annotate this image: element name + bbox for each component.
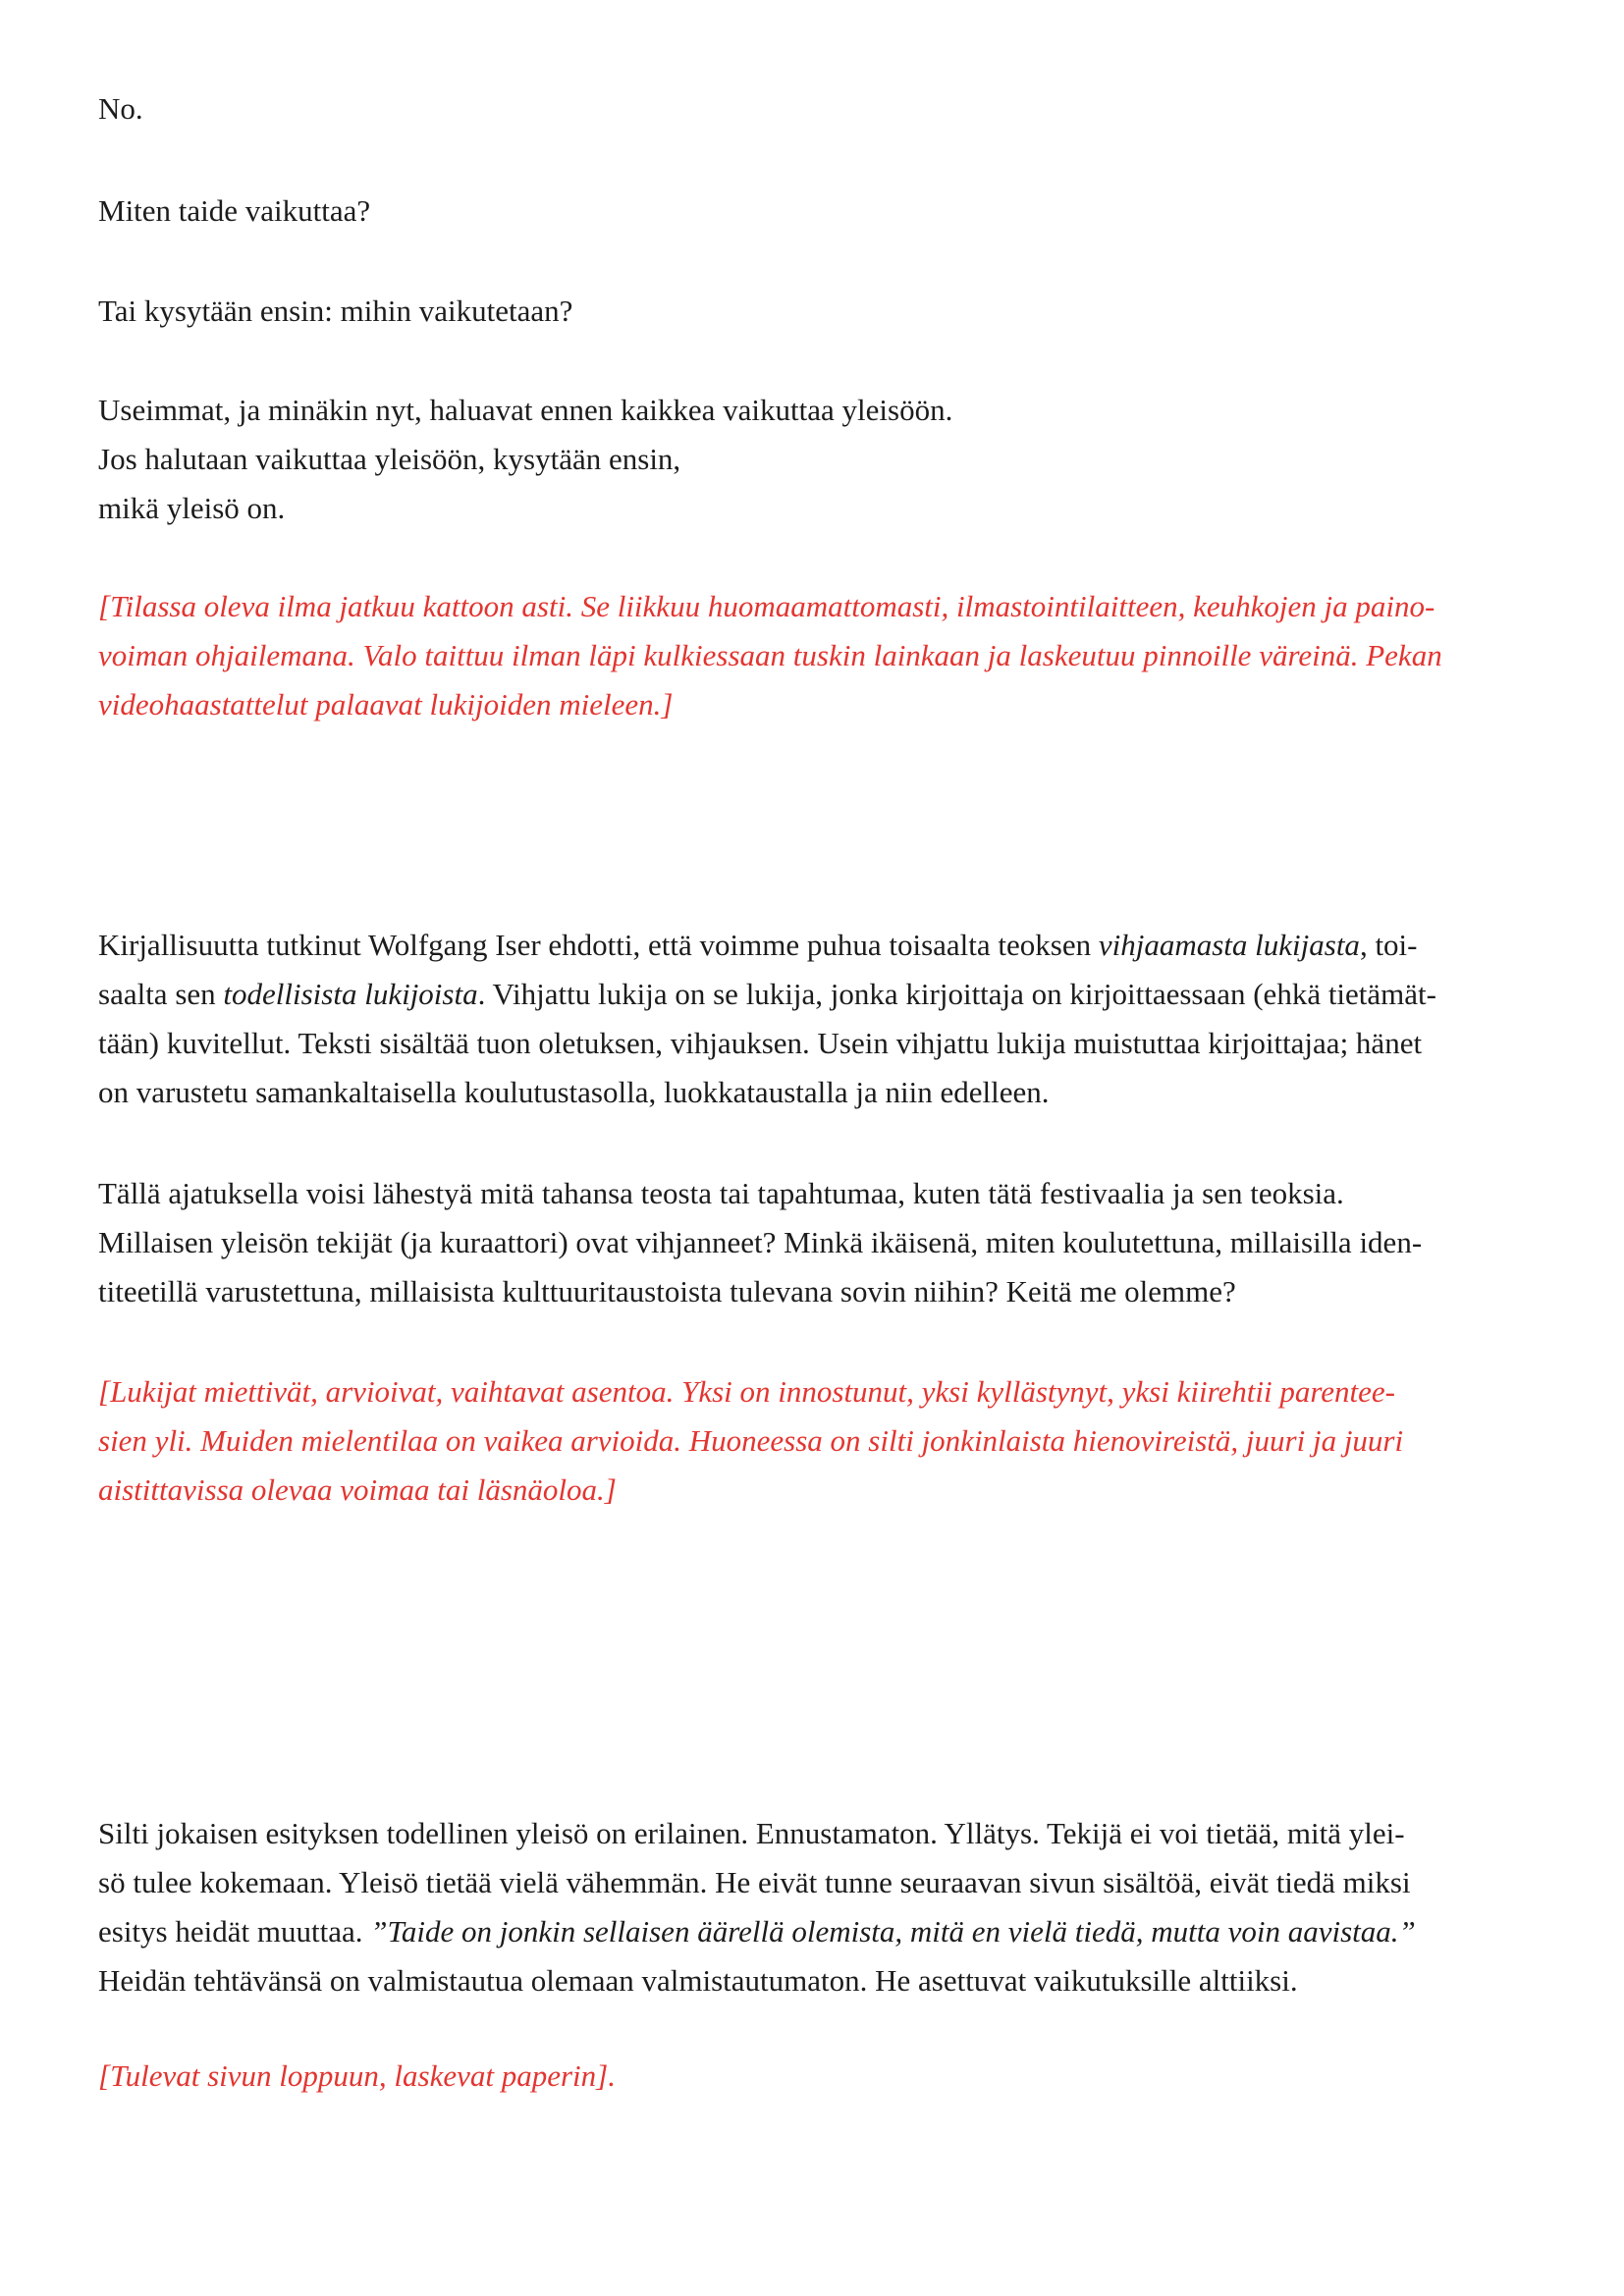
para-wanting-to-affect-audience [98, 386, 1542, 533]
text-segment: sien yli. Muiden mielentilaa on vaikea arvioida. Huoneessa on silti jonkinlaista hienovireistä, juuri ja juuri [98, 1423, 1404, 1458]
text-segment: mikä yleisö on. [98, 491, 286, 525]
text-segment: saalta sen [98, 977, 224, 1011]
emphasized-text: ”Taide on jonkin sellaisen äärellä olemista, mitä en vielä tiedä, mutta voin aavistaa.” [370, 1914, 1416, 1949]
text-line [98, 582, 1542, 631]
text-segment: tään) kuvitellut. Teksti sisältää tuon oletuksen, vihjauksen. Usein vihjattu lukija muistuttaa kirjoittajaa; hänet [98, 1026, 1423, 1060]
text-line [98, 484, 1542, 533]
text-segment: [Tilassa oleva ilma jatkuu kattoon asti. Se liikkuu huomaamattomasti, ilmastointilaitteen, keuhkojen ja paino- [98, 589, 1435, 623]
text-line [98, 680, 1542, 729]
text-segment: titeetillä varustettuna, millaisista kulttuuritaustoista tulevana sovin niihin? Keitä me olemme? [98, 1274, 1236, 1308]
text-segment: No. [98, 91, 143, 126]
text-line [98, 921, 1542, 970]
stage-direction-readers-in-room [98, 1367, 1542, 1515]
text-line [98, 187, 1542, 236]
text-line [98, 970, 1542, 1019]
text-segment: Kirjallisuutta tutkinut Wolfgang Iser ehdotti, että voimme puhua toisaalta teoksen [98, 928, 1099, 962]
para-implied-audience-of-festival [98, 1169, 1542, 1316]
text-segment: Tai kysytään ensin: mihin vaikutetaan? [98, 294, 573, 328]
text-line [98, 1068, 1542, 1117]
text-segment: . Vihjattu lukija on se lukija, jonka kirjoittaja on kirjoittaessaan (ehkä tietämät- [477, 977, 1436, 1011]
text-line [98, 631, 1542, 680]
question-what-is-affected [98, 287, 1542, 336]
text-line [98, 1809, 1542, 1858]
line-no [98, 84, 1542, 133]
text-line [98, 287, 1542, 336]
emphasized-text: todellisista lukijoista [223, 977, 478, 1011]
text-line [98, 1267, 1542, 1316]
text-segment: Heidän tehtävänsä on valmistautua olemaan valmistautumaton. He asettuvat vaikutuksille alttiiksi. [98, 1963, 1298, 1998]
text-segment: , toi- [1359, 928, 1418, 962]
emphasized-text: vihjaamasta lukijasta [1098, 928, 1360, 962]
text-segment: Useimmat, ja minäkin nyt, haluavat ennen kaikkea vaikuttaa yleisöön. [98, 393, 953, 427]
text-segment: Millaisen yleisön tekijät (ja kuraattori) ovat vihjanneet? Minkä ikäisenä, miten koulutettuna, millaisilla iden- [98, 1225, 1423, 1259]
text-segment: sö tulee kokemaan. Yleisö tietää vielä vähemmän. He eivät tunne seuraavan sivun sisältöä, eivät tiedä miksi [98, 1865, 1411, 1899]
text-line [98, 1907, 1542, 1956]
text-line [98, 1466, 1542, 1515]
text-segment: voiman ohjailemana. Valo taittuu ilman läpi kulkiessaan tuskin lainkaan ja laskeutuu pinnoille väreinä. Pekan [98, 638, 1442, 672]
text-line [98, 1367, 1542, 1416]
text-segment: Tällä ajatuksella voisi lähestyä mitä tahansa teosta tai tapahtumaa, kuten tätä festivaalia ja sen teoksia. [98, 1176, 1344, 1210]
text-line [98, 2052, 1542, 2101]
text-line [98, 1858, 1542, 1907]
text-line [98, 1956, 1542, 2005]
text-line [98, 435, 1542, 484]
stage-direction-end-of-page [98, 2052, 1542, 2101]
text-line [98, 1416, 1542, 1466]
text-line [98, 386, 1542, 435]
text-segment: Miten taide vaikuttaa? [98, 193, 371, 228]
para-real-audience-unpredictable [98, 1809, 1542, 2005]
stage-direction-air-in-space [98, 582, 1542, 729]
text-line [98, 1218, 1542, 1267]
text-segment: Silti jokaisen esityksen todellinen yleisö on erilainen. Ennustamaton. Yllätys. Tekijä ei voi tietää, mitä ylei- [98, 1816, 1405, 1850]
question-how-art-affects [98, 187, 1542, 236]
para-wolfgang-iser-implied-reader [98, 921, 1542, 1117]
text-segment: Jos halutaan vaikuttaa yleisöön, kysytään ensin, [98, 442, 681, 476]
text-segment: esitys heidät muuttaa. [98, 1914, 371, 1949]
text-segment: on varustetu samankaltaisella koulutustasolla, luokkataustalla ja niin edelleen. [98, 1075, 1050, 1109]
text-line [98, 84, 1542, 133]
text-segment: [Lukijat miettivät, arvioivat, vaihtavat asentoa. Yksi on innostunut, yksi kyllästynyt, yksi kiirehtii parentee- [98, 1374, 1395, 1409]
text-line [98, 1019, 1542, 1068]
text-segment: aistittavissa olevaa voimaa tai läsnäoloa.] [98, 1472, 617, 1507]
text-segment: [Tulevat sivun loppuun, laskevat paperin]. [98, 2058, 616, 2093]
text-segment: videohaastattelut palaavat lukijoiden mieleen.] [98, 687, 674, 721]
text-line [98, 1169, 1542, 1218]
